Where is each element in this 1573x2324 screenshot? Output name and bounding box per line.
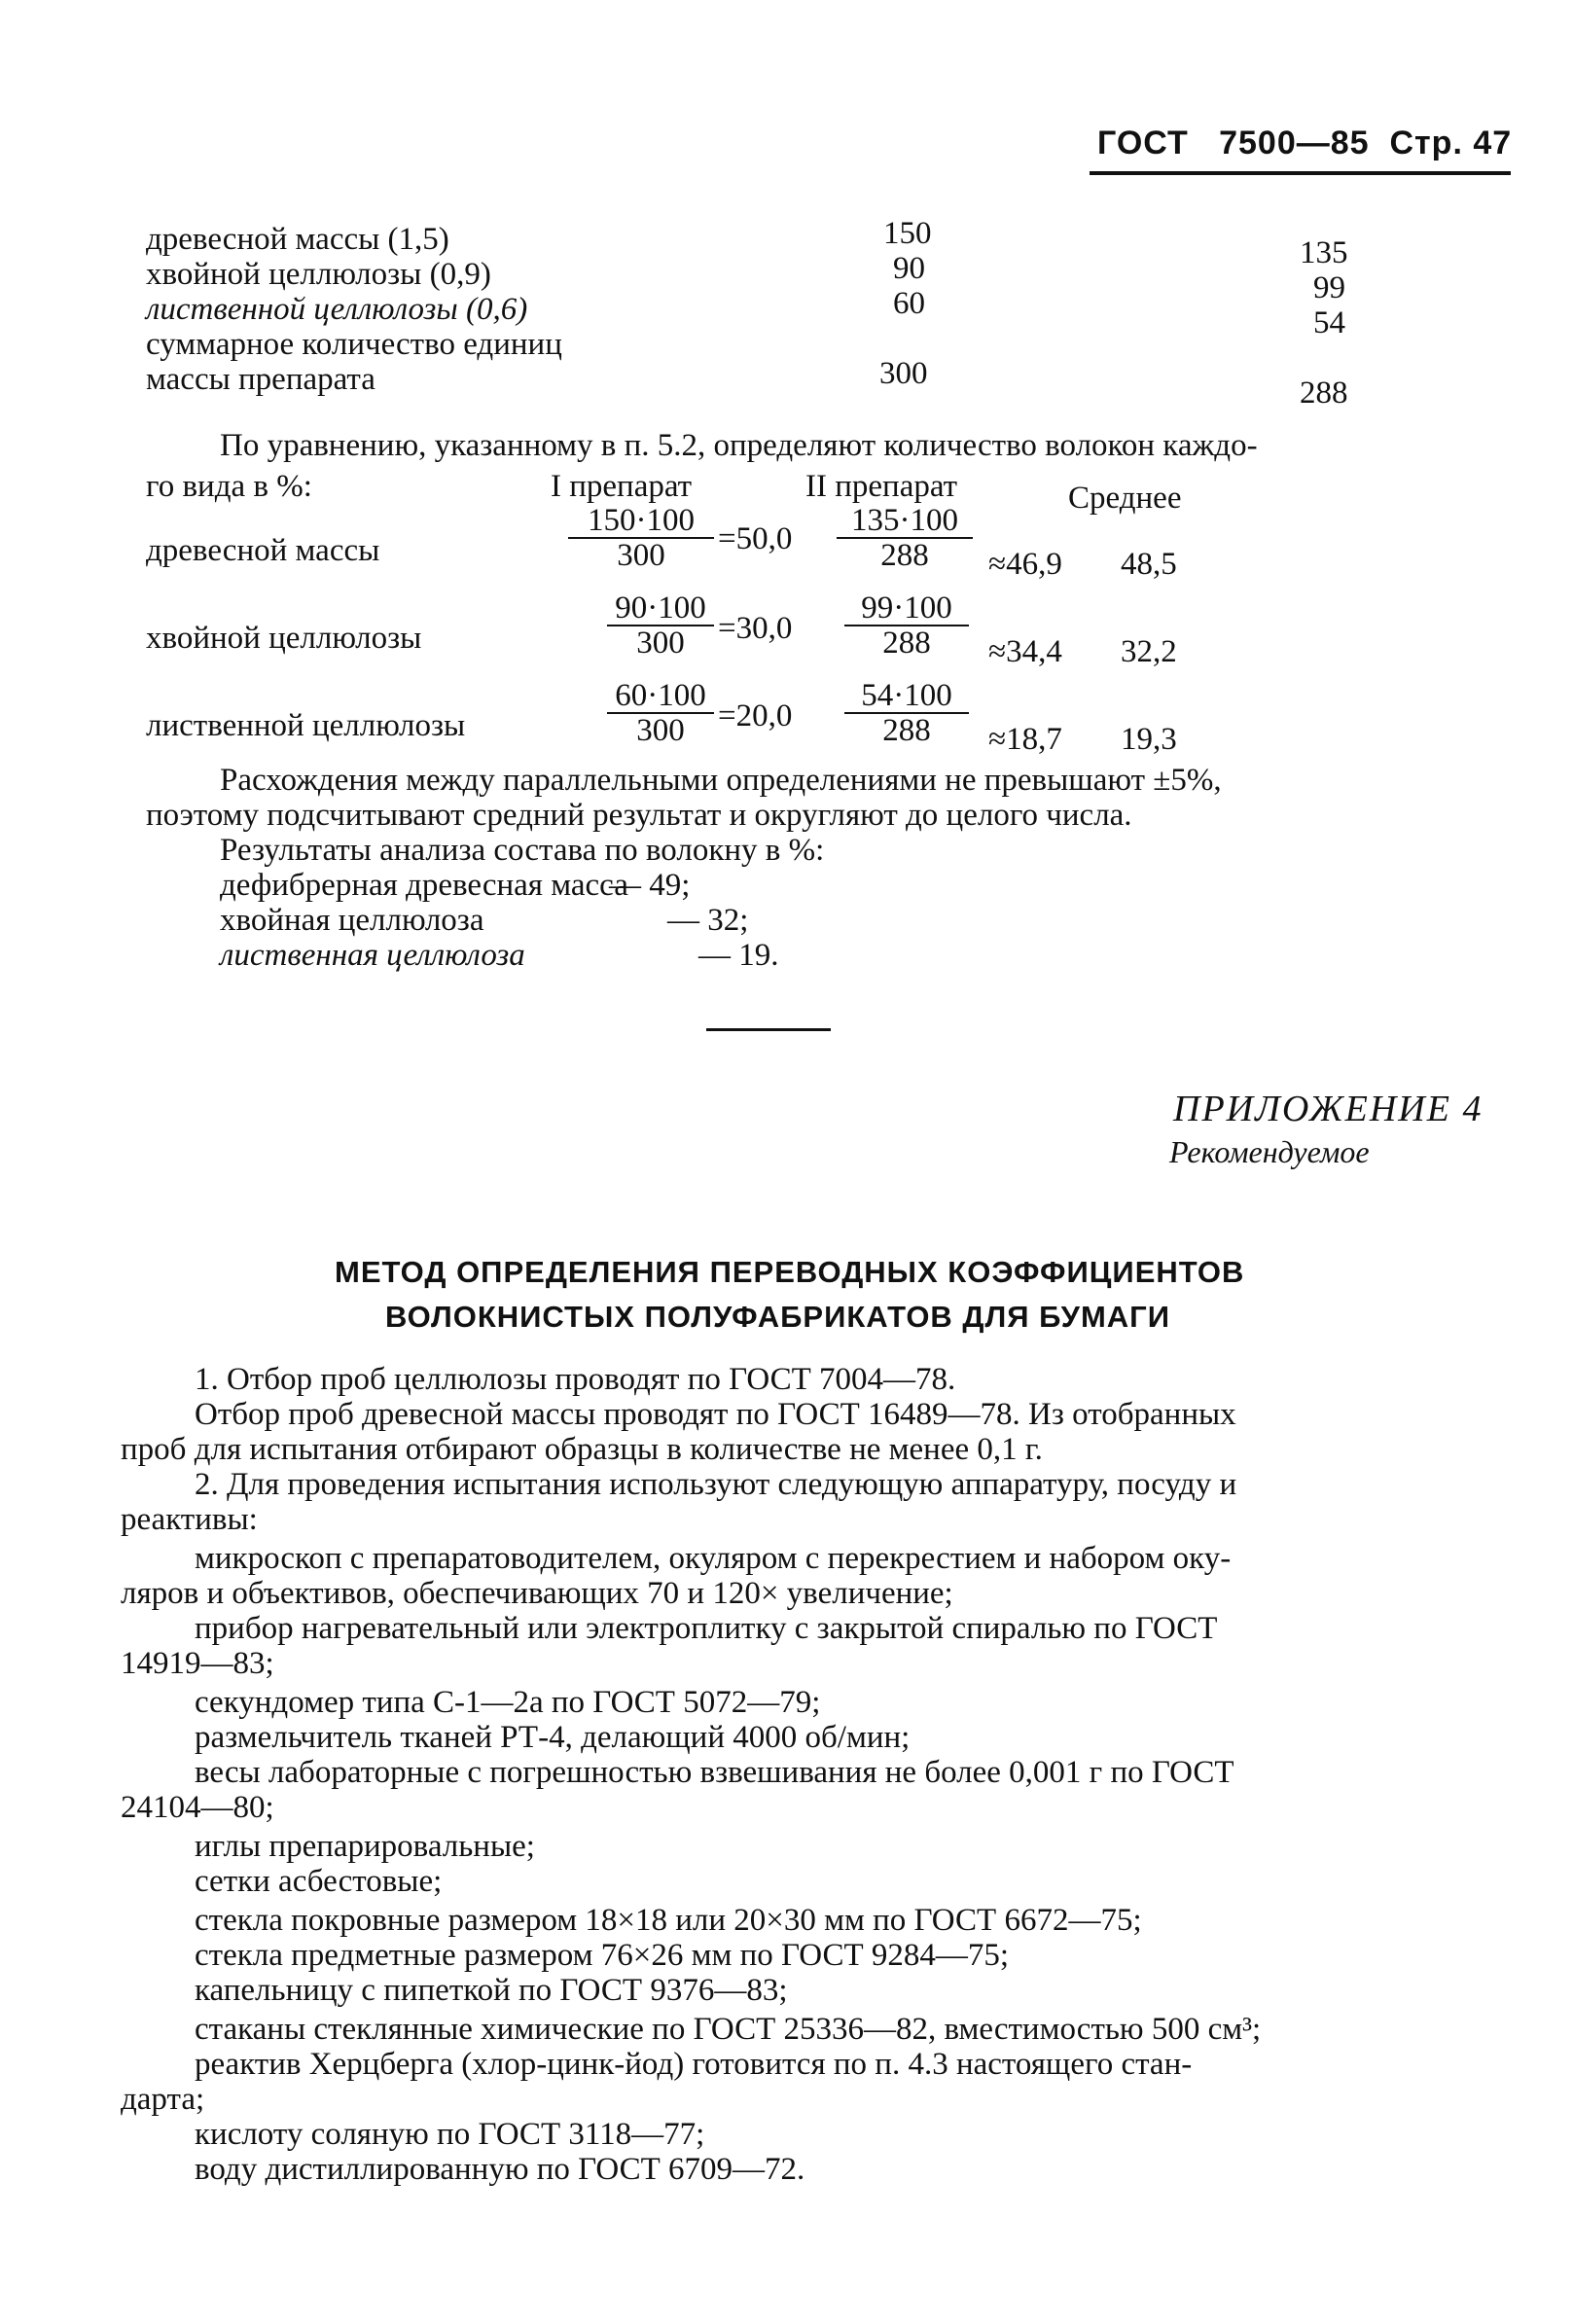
calc-average: 19,3 bbox=[1121, 722, 1177, 757]
fraction-numerator: 135·100 bbox=[837, 504, 973, 539]
calc-result-prep1: =30,0 bbox=[718, 611, 793, 646]
fraction-numerator: 150·100 bbox=[568, 504, 714, 539]
header-page: Стр. 47 bbox=[1389, 125, 1513, 161]
body-line: Отбор проб древесной массы проводят по ГОСТ 16489—78. Из отобранных bbox=[195, 1397, 1236, 1432]
results-paragraph-line: Результаты анализа состава по волокну в %: bbox=[220, 833, 825, 868]
units-label: хвойной целлюлозы (0,9) bbox=[146, 257, 491, 292]
body-line: реактивы: bbox=[121, 1502, 258, 1537]
calc-result-prep1: =20,0 bbox=[718, 698, 793, 733]
calc-result-prep2: ≈46,9 bbox=[988, 547, 1062, 582]
equation-paragraph-line2: го вида в %: bbox=[146, 469, 312, 504]
page-header bbox=[1097, 125, 1512, 162]
fraction-denominator: 300 bbox=[636, 713, 685, 748]
appendix-subtitle: Рекомендуемое bbox=[1169, 1134, 1370, 1169]
section-title-line: ВОЛОКНИСТЫХ ПОЛУФАБРИКАТОВ ДЛЯ БУМАГИ bbox=[385, 1300, 1171, 1334]
body-line: ляров и объективов, обеспечивающих 70 и 120× увеличение; bbox=[121, 1576, 953, 1611]
result-value: — 49; bbox=[609, 868, 691, 903]
section-separator bbox=[706, 1028, 831, 1031]
calc-result-prep2: ≈34,4 bbox=[988, 634, 1062, 669]
results-paragraph-line: поэтому подсчитывают средний результат и округляют до целого числа. bbox=[146, 798, 1132, 833]
units-value: 300 bbox=[879, 356, 928, 391]
header-rule bbox=[1090, 171, 1511, 175]
results-paragraph-line: Расхождения между параллельными определениями не превышают ±5%, bbox=[220, 763, 1222, 798]
body-line: дарта; bbox=[121, 2082, 205, 2117]
result-label: дефибрерная древесная масса bbox=[220, 868, 628, 903]
calc-average: 48,5 bbox=[1121, 547, 1177, 582]
column-header-prep1: I препарат bbox=[551, 469, 693, 504]
result-value: — 19. bbox=[698, 938, 779, 973]
body-line: 14919—83; bbox=[121, 1646, 274, 1681]
units-value: 60 bbox=[893, 286, 925, 321]
units-label: древесной массы (1,5) bbox=[146, 222, 449, 257]
fraction-prep1 bbox=[568, 504, 714, 572]
calc-result-prep1: =50,0 bbox=[718, 521, 793, 556]
body-line: прибор нагревательный или электроплитку с закрытой спиралью по ГОСТ bbox=[195, 1611, 1218, 1646]
column-header-prep2: II препарат bbox=[805, 469, 958, 504]
equation-paragraph-line1: По уравнению, указанному в п. 5.2, определяют количество волокон каждо- bbox=[220, 428, 1258, 463]
fraction-denominator: 288 bbox=[880, 538, 929, 573]
units-value: 99 bbox=[1313, 270, 1345, 305]
body-line: сетки асбестовые; bbox=[195, 1864, 443, 1899]
body-line: 1. Отбор проб целлюлозы проводят по ГОСТ 7004—78. bbox=[195, 1362, 956, 1397]
body-line: стаканы стеклянные химические по ГОСТ 25336—82, вместимостью 500 см³; bbox=[195, 2012, 1262, 2047]
body-line: весы лабораторные с погрешностью взвешивания не более 0,001 г по ГОСТ bbox=[195, 1755, 1234, 1790]
calc-row-label: древесной массы bbox=[146, 533, 380, 568]
units-label: массы препарата bbox=[146, 362, 375, 397]
result-value: — 32; bbox=[667, 903, 749, 938]
fraction-denominator: 288 bbox=[882, 713, 931, 748]
header-gost: ГОСТ bbox=[1097, 125, 1189, 161]
fraction-prep2 bbox=[844, 591, 969, 660]
body-line: стекла покровные размером 18×18 или 20×30 мм по ГОСТ 6672—75; bbox=[195, 1903, 1142, 1938]
calc-row-label: лиственной целлюлозы bbox=[146, 708, 466, 743]
body-line: иглы препарировальные; bbox=[195, 1829, 535, 1864]
units-value: 150 bbox=[883, 216, 932, 251]
fraction-numerator: 54·100 bbox=[844, 679, 969, 714]
section-title-line: МЕТОД ОПРЕДЕЛЕНИЯ ПЕРЕВОДНЫХ КОЭФФИЦИЕНТОВ bbox=[335, 1255, 1245, 1289]
fraction-prep1 bbox=[607, 591, 714, 660]
units-value: 135 bbox=[1300, 235, 1348, 270]
calc-average: 32,2 bbox=[1121, 634, 1177, 669]
fraction-denominator: 300 bbox=[617, 538, 665, 573]
body-line: стекла предметные размером 76×26 мм по ГОСТ 9284—75; bbox=[195, 1938, 1010, 1973]
units-value: 90 bbox=[893, 251, 925, 286]
appendix-title: ПРИЛОЖЕНИЕ 4 bbox=[1173, 1089, 1484, 1129]
calc-row-label: хвойной целлюлозы bbox=[146, 621, 422, 656]
fraction-numerator: 90·100 bbox=[607, 591, 714, 626]
body-line: реактив Херцберга (хлор-цинк-йод) готовится по п. 4.3 настоящего стан- bbox=[195, 2047, 1193, 2082]
fraction-prep2 bbox=[844, 679, 969, 747]
body-line: проб для испытания отбирают образцы в количестве не менее 0,1 г. bbox=[121, 1432, 1043, 1467]
units-value: 288 bbox=[1300, 375, 1348, 411]
fraction-numerator: 60·100 bbox=[607, 679, 714, 714]
units-value: 54 bbox=[1313, 305, 1345, 340]
header-number: 7500—85 bbox=[1219, 125, 1370, 161]
fraction-prep1 bbox=[607, 679, 714, 747]
units-label: суммарное количество единиц bbox=[146, 327, 562, 362]
result-label: лиственная целлюлоза bbox=[220, 938, 525, 973]
body-line: кислоту соляную по ГОСТ 3118—77; bbox=[195, 2117, 705, 2152]
body-line: 2. Для проведения испытания используют следующую аппаратуру, посуду и bbox=[195, 1467, 1237, 1502]
body-line: капельницу с пипеткой по ГОСТ 9376—83; bbox=[195, 1973, 788, 2008]
column-header-average: Среднее bbox=[1068, 481, 1182, 516]
result-label: хвойная целлюлоза bbox=[220, 903, 484, 938]
units-label: лиственной целлюлозы (0,6) bbox=[146, 292, 528, 327]
body-line: секундомер типа С-1—2а по ГОСТ 5072—79; bbox=[195, 1685, 821, 1720]
fraction-numerator: 99·100 bbox=[844, 591, 969, 626]
body-line: микроскоп с препаратоводителем, окуляром с перекрестием и набором оку- bbox=[195, 1541, 1232, 1576]
body-line: 24104—80; bbox=[121, 1790, 274, 1825]
fraction-denominator: 288 bbox=[882, 626, 931, 661]
fraction-prep2 bbox=[837, 504, 973, 572]
body-line: размельчитель тканей РТ-4, делающий 4000 об/мин; bbox=[195, 1720, 911, 1755]
body-line: воду дистиллированную по ГОСТ 6709—72. bbox=[195, 2152, 805, 2187]
fraction-denominator: 300 bbox=[636, 626, 685, 661]
calc-result-prep2: ≈18,7 bbox=[988, 722, 1062, 757]
